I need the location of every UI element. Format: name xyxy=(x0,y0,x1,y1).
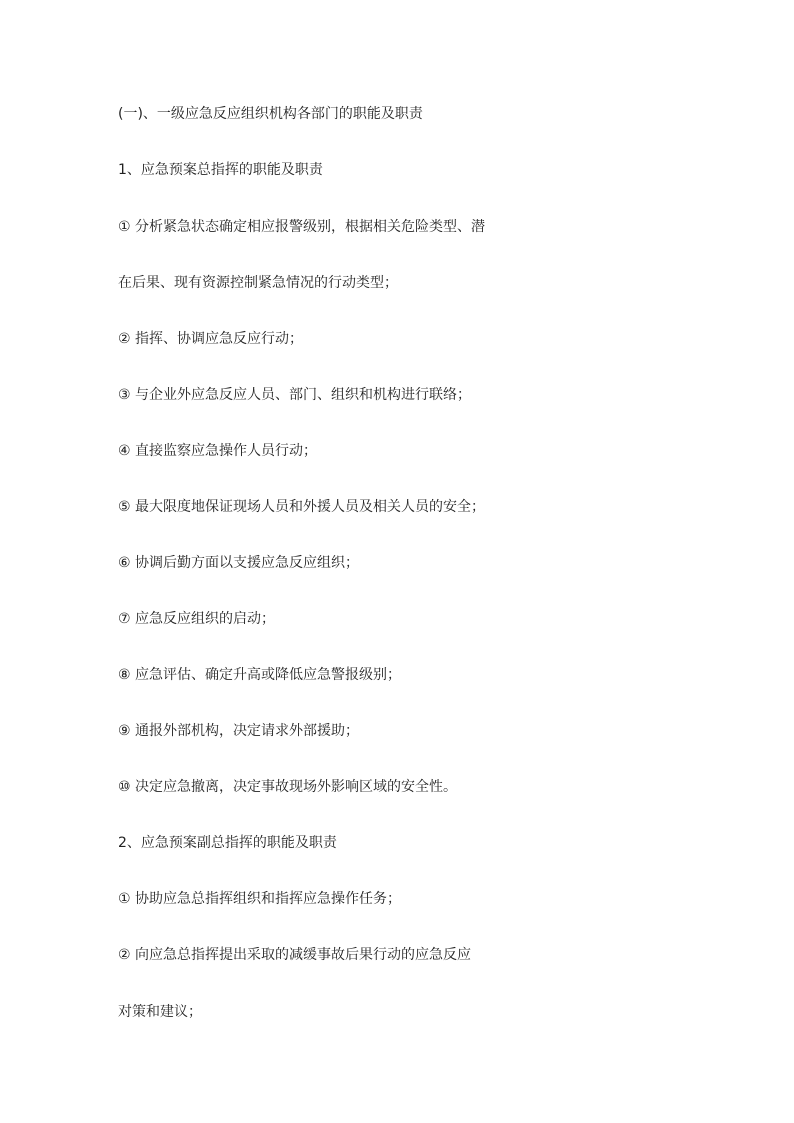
paragraph-line: ① 分析紧急状态确定相应报警级别，根据相关危险类型、潜 xyxy=(118,219,485,235)
paragraph-line: ⑤ 最大限度地保证现场人员和外援人员及相关人员的安全； xyxy=(118,499,485,515)
subsection-1-heading: 1、应急预案总指挥的职能及职责 xyxy=(118,162,323,178)
section-heading: (一)、一级应急反应组织机构各部门的职能及职责 xyxy=(118,106,423,122)
subsection-2-heading: 2、应急预案副总指挥的职能及职责 xyxy=(118,835,337,851)
paragraph-line: ⑩ 决定应急撤离，决定事故现场外影响区域的安全性。 xyxy=(118,779,457,795)
paragraph-line: ④ 直接监察应急操作人员行动； xyxy=(118,443,318,459)
paragraph-line: ⑨ 通报外部机构，决定请求外部援助； xyxy=(118,723,359,739)
paragraph-line: ⑥ 协调后勤方面以支援应急反应组织； xyxy=(118,555,359,571)
paragraph-line: ⑧ 应急评估、确定升高或降低应急警报级别； xyxy=(118,667,401,683)
paragraph-line: ② 向应急总指挥提出采取的减缓事故后果行动的应急反应 xyxy=(118,947,471,963)
paragraph-line: ② 指挥、协调应急反应行动； xyxy=(118,331,304,347)
paragraph-line: ⑦ 应急反应组织的启动； xyxy=(118,611,276,627)
paragraph-line: 对策和建议； xyxy=(118,1004,202,1020)
paragraph-line: 在后果、现有资源控制紧急情况的行动类型； xyxy=(118,275,398,291)
paragraph-line: ① 协助应急总指挥组织和指挥应急操作任务； xyxy=(118,891,401,907)
paragraph-line: ③ 与企业外应急反应人员、部门、组织和机构进行联络； xyxy=(118,387,471,403)
